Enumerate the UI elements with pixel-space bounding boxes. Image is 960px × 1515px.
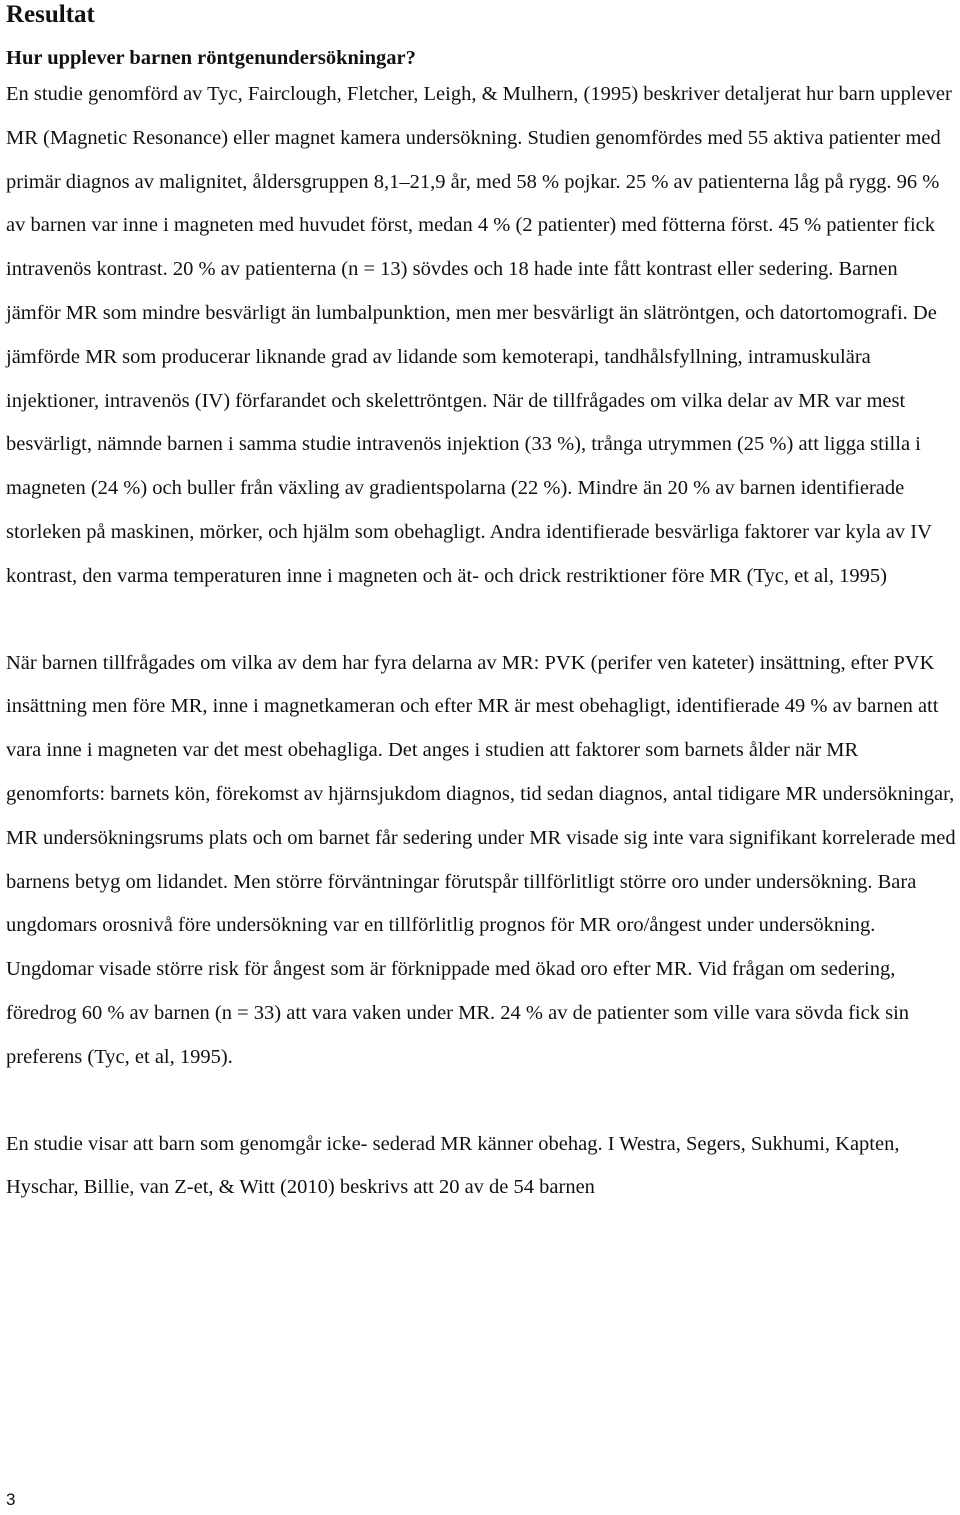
section-title: Resultat (6, 1, 95, 28)
paragraph-2: När barnen tillfrågades om vilka av dem har fyra delarna av MR: PVK (perifer ven kateter) insättning, efter PVK insättning men före MR, inne i magnetkameran och efter MR är mest obehagligt, identifierade 49 % av barnen att vara inne i magneten var det mest obehagliga. Det anges i studien att faktorer som barnets ålder när MR genomforts: barnets kön, förekomst av hjärnsjukdom diagnos, tid sedan diagnos, antal tidigare MR undersökningar, MR undersökningsrums plats och om barnet får sedering under MR visade sig inte vara signifikant korrelerade med barnens betyg om lidandet. Men större förväntningar förutspår tillförlitligt större oro under undersökning. Bara ungdomars orosnivå före undersökning var en tillförlitlig prognos för MR oro/ångest under undersökning. Ungdomar visade större risk för ångest som är förknippade med ökad oro efter MR. Vid frågan om sedering, föredrog 60 % av barnen (n = 33) att vara vaken under MR. 24 % av de patienter som ville vara sövda fick sin preferens (Tyc, et al, 1995). (6, 651, 956, 1068)
document-page (6, 0, 956, 1210)
page-number: 3 (6, 1490, 16, 1509)
paragraph-1: En studie genomförd av Tyc, Fairclough, Fletcher, Leigh, & Mulhern, (1995) beskriver detaljerat hur barn upplever MR (Magnetic Resonance) eller magnet kamera undersökning. Studien genomfördes med 55 aktiva patienter med primär diagnos av malignitet, åldersgruppen 8,1–21,9 år, med 58 % pojkar. 25 % av patienterna låg på rygg. 96 % av barnen var inne i magneten med huvudet först, medan 4 % (2 patienter) med fötterna först. 45 % patienter fick intravenös kontrast. 20 % av patienterna (n = 13) sövdes och 18 hade inte fått kontrast eller sedering. Barnen jämför MR som mindre besvärligt än lumbalpunktion, men mer besvärligt än slätröntgen, och datortomografi. De jämförde MR som producerar liknande grad av lidande som kemoterapi, tandhålsfyllning, intramuskulära injektioner, intravenös (IV) förfarandet och skelettröntgen. När de tillfrågades om vilka delar av MR var mest besvärligt, nämnde barnen i samma studie intravenös injektion (33 %), trånga utrymmen (25 %) att ligga stilla i magneten (24 %) och buller från växling av gradientspolarna (22 %). Mindre än 20 % av barnen identifierade storleken på maskinen, mörker, och hjälm som obehagligt. Andra identifierade besvärliga faktorer var kyla av IV kontrast, den varma temperaturen inne i magneten och ät- och drick restriktioner före MR (Tyc, et al, 1995) (6, 83, 952, 587)
paragraph-3: En studie visar att barn som genomgår icke- sederad MR känner obehag. I Westra, Segers, Sukhumi, Kapten, Hyschar, Billie, van Z-et, & Witt (2010) beskrivs att 20 av de 54 barnen (6, 1132, 900, 1199)
section-subtitle: Hur upplever barnen röntgenundersökningar? (6, 47, 416, 69)
